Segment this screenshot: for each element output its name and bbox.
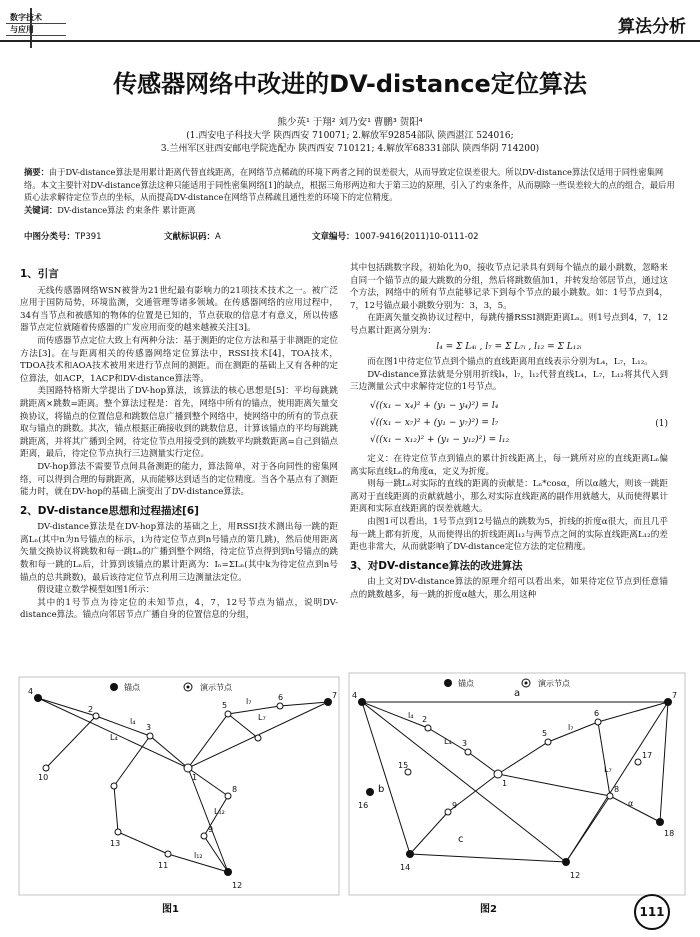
label-alpha: α <box>628 799 634 808</box>
paragraph: 定义：在待定位节点到锚点的累计折线距离上，每一跳所对应的直线距离Lₙ偏离实际直线Lₙ的角度α，定义为折度。 <box>350 453 668 477</box>
label-node-11: 11 <box>158 861 169 870</box>
article-no-value: 1007-9416(2011)10-0111-02 <box>354 232 479 242</box>
equation-row: √((x₁ − x₁₂)² + (y₁ − y₁₂)²) = l₁₂ <box>370 434 510 445</box>
label-l7: l₇ <box>568 723 574 732</box>
unknown-node-1 <box>494 770 502 778</box>
node <box>595 719 601 725</box>
label-node-16: 16 <box>358 801 369 810</box>
paragraph: DV-hop算法不需要节点间具备测距的能力，算法简单，对于各向同性的密集网络，可以得到合理的每跳距离，从而能够达到适当的定位精度。当各个基点有了测距能力时，就在DV-hop的基础上演变出了DV-distance算法。 <box>20 461 338 498</box>
affiliation-1: (1.西安电子科技大学 陕西西安 710071; 2.解放军92854部队 陕西湛江 524016; <box>186 131 514 141</box>
node <box>277 703 283 709</box>
node <box>445 809 451 815</box>
equation-cumulative: l₄ = Σ L₄ᵢ , l₇ = Σ L₇ᵢ , l₁₂ = Σ L₁₂ᵢ <box>436 341 582 352</box>
figure-1-nodes <box>43 703 283 857</box>
label-node-13: 13 <box>110 839 121 848</box>
paragraph: 美国路特格斯大学提出了DV-hop算法，该算法的核心思想是[5]：平均每跳跳跳距离×跳数=距离。整个算法过程是：首先，网络中所有的锚点，使用距离矢量交换协议，将锚点的位置信息和跳数信息广播到整个网络中，使网络中的所有的节点获取与锚点的跳数。其次，锚点根据正确接收到的跳数信息，计算该锚点的平均每跳跳跳距离，并将其广播到全网，待定位节点用接受到的跳数平均跳数距离=自己到锚点距离，最后，待定位节点执行三边测量实行定位。 <box>20 386 338 460</box>
node <box>93 713 99 719</box>
paragraph: DV-distance算法是在DV-hop算法的基础之上，用RSSI技术测出每一跳的距离Lₙ(其中n为n号锚点的标示，i为待定位节点到n号锚点的第几跳)，然后使用距离矢量交换协议将跳数和每一跳Lₙ的广播到整个网络，待定位节点得到到n号锚点的跳数和每一跳的Lₙ后，计算到该锚点的累计距离为：Iₙ=ΣLₙ(其中k为待定位点到n号锚点的总共跳数)，最后该待定位节点利用三边测量法定位。 <box>20 522 338 583</box>
header-rule <box>0 40 700 42</box>
legend-anchor-icon <box>444 679 452 687</box>
page-number: 111 <box>639 905 665 919</box>
node <box>165 851 171 857</box>
path-l7 <box>498 702 668 774</box>
edge <box>598 722 610 796</box>
node <box>201 833 207 839</box>
label-L7: L₇ <box>604 765 612 774</box>
label-a: a <box>514 688 521 699</box>
node <box>255 735 261 741</box>
label-L4: L₄ <box>444 737 452 746</box>
affiliation-2: 3.兰州军区驻西安邮电学院选配办 陕西西安 710121; 4.解放军68331部队 陕西华阴 714200) <box>160 144 540 154</box>
label-node-2: 2 <box>88 705 94 714</box>
legend-anchor-label: 锚点 <box>458 679 474 688</box>
label-node-5: 5 <box>222 701 228 710</box>
paragraph: 无线传感器网络WSN被誉为21世纪最有影响力的21项技术技术之一。被广泛应用于国防局势，环境监测，交通管理等诸多领域。在传感器网络的应用过程中，34有当节点和被感知的物体的位置是已知的，节点获取的信息才有意义，所以传感器节点定位就随着传感器的广发应用而变的越来越被关注[3]。 <box>20 285 338 334</box>
label-l7: l₇ <box>246 697 252 706</box>
doc-code-label: 文献标识码： <box>164 232 216 242</box>
label-L12: L₁₂ <box>214 807 225 816</box>
label-node-6: 6 <box>278 693 284 702</box>
edge <box>114 786 118 832</box>
anchor-node-4 <box>358 698 366 706</box>
paragraph: 则每一跳Lₙ对实际的直线的距离的贡献是：Lₙ*cosα，所以α越大，则该一跳距离对于直线距离的贡献就越小，那么对实际直线距离的副作用就越大，从而使得累计距离和实际直线距离的误差就越大。 <box>350 479 668 515</box>
label-node-14: 14 <box>400 863 411 872</box>
label-node-4: 4 <box>28 687 34 696</box>
anchor-node-4 <box>34 694 42 702</box>
paragraph: 而在图1中待定位节点到个锚点的直线距离用直线表示分别为L₄，L₇，L₁₂。 <box>367 357 653 368</box>
label-node-7: 7 <box>332 691 338 700</box>
label-node-2: 2 <box>422 715 428 724</box>
node <box>111 783 117 789</box>
author-list: 熊少英¹ 于翔² 刘乃安¹ 曹鹏³ 贺阳⁴ <box>277 117 423 128</box>
paper-title: 传感器网络中改进的DV-distance定位算法 <box>113 70 587 98</box>
label-node-8: 8 <box>232 785 238 794</box>
node <box>147 733 153 739</box>
node <box>225 711 231 717</box>
left-column <box>20 262 338 622</box>
paragraph: 由图1可以看出，1号节点到12号锚点的跳数为5，折线的折度α很大，而且几乎每一跳上都有折度，从而使得出的折线距离l₁₂与两节点之间的实际直线距离L₁₂的差距也非常大，从而就影响了DV-distance定位方法的定位精度。 <box>350 516 668 553</box>
anchor-node-16 <box>366 788 374 796</box>
paragraph: 在距离矢量交换协议过程中，每跳传播RSSI测距距离Lₙ。则1号点到4，7，12号点累计距离分别为： <box>350 313 668 336</box>
node <box>635 759 641 765</box>
equation-number: (1) <box>655 418 668 429</box>
legend-unknown-label: 演示节点 <box>538 679 570 688</box>
section-title: 算法分析 <box>618 17 686 37</box>
equation-row: √((x₁ − x₄)² + (y₁ − y₄)²) = l₄ <box>370 400 499 411</box>
legend-unknown-label: 演示节点 <box>200 683 232 692</box>
line-L7 <box>566 702 668 862</box>
line-b <box>362 702 410 854</box>
label-L4: L₄ <box>110 733 118 742</box>
edge <box>660 702 668 822</box>
anchor-node-18 <box>656 818 664 826</box>
label-node-8: 8 <box>614 785 620 794</box>
equation-row: √((x₁ − x₇)² + (y₁ − y₇)²) = l₇ <box>370 417 499 428</box>
section-heading-3: 3、对DV-distance算法的改进算法 <box>350 559 523 572</box>
label-node-9: 9 <box>208 825 214 834</box>
label-node-15: 15 <box>398 761 409 770</box>
edge <box>410 854 566 862</box>
classification <box>24 230 102 242</box>
node <box>465 749 471 755</box>
legend-unknown-dot <box>187 686 190 689</box>
label-c: c <box>458 834 464 845</box>
paragraph: 由上文对DV-distance算法的原理介绍可以看出来，如果待定位节点到任意锚点的跳数越多，每一跳的折度α越大，那么用这种 <box>350 577 668 600</box>
line-c <box>362 702 566 862</box>
keywords-label: 关键词： <box>24 204 58 215</box>
label-l4: l₄ <box>408 711 414 720</box>
right-column <box>350 262 668 601</box>
label-node-17: 17 <box>642 751 653 760</box>
edge <box>498 774 610 796</box>
node <box>225 793 231 799</box>
figure-1-diagram <box>18 676 340 896</box>
label-node-7: 7 <box>672 691 678 700</box>
abstract-label: 摘要： <box>24 167 49 177</box>
section-heading-2: 2、DV-distance思想和过程描述[6] <box>20 504 199 517</box>
label-l4: l₄ <box>130 717 136 726</box>
keywords-text: DV-distance算法 约束条件 累计距离 <box>57 204 196 215</box>
legend-unknown-dot <box>525 682 528 685</box>
label-l12: l₁₂ <box>194 851 203 860</box>
figure-frame <box>19 677 339 895</box>
journal-line-1: 数字技术 <box>6 12 66 24</box>
label-node-3: 3 <box>146 723 152 732</box>
node <box>425 725 431 731</box>
label-node-6: 6 <box>594 709 600 718</box>
figure-2-edges <box>362 702 668 862</box>
article-no <box>312 230 479 242</box>
anchor-node-7 <box>324 698 332 706</box>
paragraph: DV-distance算法就是分别用折线l₄，l₇，l₁₂代替直线L₄，L₇，L₁₂将其代入到三边测量公式中求解待定位的1号节点。 <box>350 369 668 393</box>
equation-trilateration <box>370 398 668 449</box>
node <box>607 793 613 799</box>
abstract <box>24 166 676 216</box>
page-number-badge <box>634 894 670 930</box>
anchor-node-12 <box>562 858 570 866</box>
legend-anchor-label: 锚点 <box>124 683 140 692</box>
paragraph: 假设建立数学模型如图1所示： <box>37 585 155 596</box>
legend-anchor-icon <box>110 683 118 691</box>
abstract-text: 由于DV-distance算法是用累计距离代替直线距离，在网络节点稀疏的环境下两者之间的误差很大，从而导致定位误差很大。所以DV-distance算法仅适用于同性密集网络。本文主要针对DV-distance算法这种只能适用于同性密集网络[1]的缺点，根据三角形两边和大于第三边的原理，引入了约束条件，从而剔除一些误差较大的点的组合，最后用质心法求解待定位节点的坐标，从而提高DV-distance在网络节点稀疏且通性差的环境下的定位精度。 <box>24 167 675 202</box>
edge <box>228 714 258 738</box>
paragraph: 其中的1号节点为待定位的未知节点，4，7，12号节点为锚点，说明DV-distance算法。锚点向邻居节点广播自身的位置信息的分组， <box>20 597 338 621</box>
edge <box>566 796 610 862</box>
label-node-18: 18 <box>664 829 675 838</box>
edge <box>46 716 96 768</box>
edge <box>114 736 150 786</box>
anchor-node-12 <box>224 868 232 876</box>
unknown-node-1 <box>184 764 192 772</box>
node <box>115 829 121 835</box>
label-node-3: 3 <box>462 739 468 748</box>
figure-1-caption: 图1 <box>162 904 179 915</box>
label-node-5: 5 <box>542 729 548 738</box>
label-node-4: 4 <box>352 691 358 700</box>
label-node-9: 9 <box>452 801 458 810</box>
doc-code <box>164 230 221 242</box>
paragraph: 而传感器节点定位大致上有两种分法：基于测距的定位方法和基于非测距的定位方法[3]。在与距离相关的传感器网络定位算法中，RSSI技术[4]，TOA技术，TDOA技术和AOA技术被用来进行节点间的测距。而在测距的基础上又有各种的定位算法，如ACP，1ACP和DV-distance算法等。 <box>20 335 338 384</box>
label-node-1: 1 <box>192 773 198 782</box>
label-L7: L₇ <box>258 713 266 722</box>
edge <box>118 832 168 854</box>
article-no-label: 文章编号： <box>312 232 355 242</box>
label-node-12: 12 <box>570 871 581 880</box>
anchor-node-14 <box>406 850 414 858</box>
figure-frame <box>349 673 685 895</box>
classification-value: TP391 <box>75 232 102 242</box>
anchor-node-7 <box>664 698 672 706</box>
label-b: b <box>378 784 385 795</box>
journal-name <box>6 12 66 36</box>
path-l4 <box>362 702 498 774</box>
classification-label: 中图分类号： <box>24 232 76 242</box>
section-heading-1: 1、引言 <box>20 268 59 280</box>
journal-line-2: 与应用 <box>6 24 66 36</box>
paragraph: 其中包括跳数字段，初始化为0，接收节点记录具有到每个锚点的最小跳数，忽略来自同一个锚节点的最大跳数的分组，然后将跳数值加1，并转发给邻居节点，通过这个方法，网络中的所有节点能够记录下到每个节点的最小跳数。如：1号节点到4，7，12号锚点最小跳数分别为：3，3，5。 <box>350 263 668 311</box>
edge <box>410 812 448 854</box>
figure-1-edges <box>38 698 328 872</box>
label-node-10: 10 <box>38 773 49 782</box>
edge <box>610 796 660 822</box>
node <box>43 765 49 771</box>
node <box>545 739 551 745</box>
label-node-1: 1 <box>502 779 508 788</box>
doc-code-value: A <box>215 232 221 242</box>
figure-1-labels <box>28 687 337 890</box>
figure-2-caption: 图2 <box>480 904 497 915</box>
figure-2-diagram <box>348 672 686 896</box>
label-node-12: 12 <box>232 881 243 890</box>
